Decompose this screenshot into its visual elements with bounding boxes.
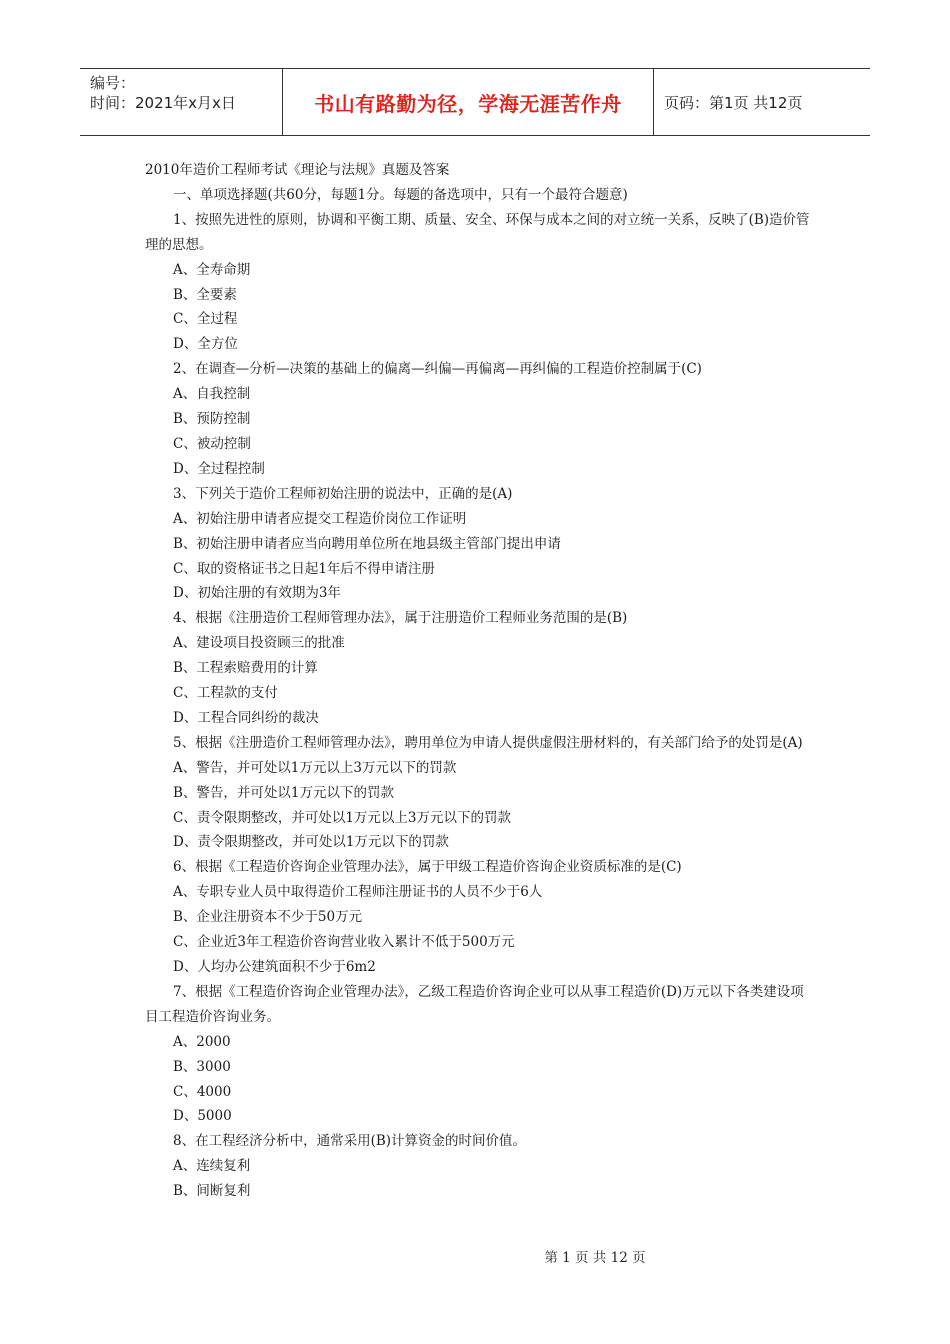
question-5 — [145, 731, 817, 856]
option: A、建设项目投资顾三的批准 — [173, 635, 345, 652]
option: A、自我控制 — [173, 386, 251, 403]
question-stem: 4、根据《注册造价工程师管理办法》，属于注册造价工程师业务范围的是(B) — [173, 610, 628, 627]
option: D、工程合同纠纷的裁决 — [173, 709, 319, 726]
question-stem: 8、在工程经济分析中，通常采用(B)计算资金的时间价值。 — [173, 1133, 527, 1150]
option: C、责令限期整改，并可处以1万元以上3万元以下的罚款 — [173, 809, 512, 826]
option: A、2000 — [173, 1033, 231, 1050]
question-stem: 6、根据《工程造价咨询企业管理办法》，属于甲级工程造价咨询企业资质标准的是(C) — [173, 859, 682, 876]
question-2 — [145, 357, 817, 482]
page-header — [80, 68, 870, 136]
question-stem: 2、在调查—分析—决策的基础上的偏离—纠偏—再偏离—再纠偏的工程造价控制属于(C) — [173, 361, 702, 378]
option: D、全过程控制 — [173, 460, 265, 477]
page-footer: 第 1 页 共 12 页 — [544, 1250, 646, 1266]
question-stem: 5、根据《注册造价工程师管理办法》，聘用单位为申请人提供虚假注册材料的，有关部门给予的处罚是(A) — [173, 734, 803, 751]
option: B、3000 — [173, 1058, 231, 1075]
option: A、初始注册申请者应提交工程造价岗位工作证明 — [173, 510, 467, 527]
option: D、责令限期整改，并可处以1万元以下的罚款 — [173, 834, 449, 851]
option: B、企业注册资本不少于50万元 — [173, 909, 363, 926]
question-3 — [145, 482, 817, 607]
option: B、预防控制 — [173, 411, 251, 428]
option: C、被动控制 — [173, 435, 251, 452]
question-stem: 1、按照先进性的原则，协调和平衡工期、质量、安全、环保与成本之间的对立统一关系，反映了(B)造价管理的思想。 — [145, 211, 810, 253]
header-meta — [80, 69, 282, 135]
document-body — [145, 158, 817, 1204]
question-4 — [145, 606, 817, 731]
option: C、工程款的支付 — [173, 685, 278, 702]
option: D、初始注册的有效期为3年 — [173, 585, 341, 602]
option: A、连续复利 — [173, 1158, 251, 1175]
question-6 — [145, 855, 817, 980]
option: C、企业近3年工程造价咨询营业收入累计不低于500万元 — [173, 934, 515, 951]
question-stem: 3、下列关于造价工程师初始注册的说法中，正确的是(A) — [173, 485, 513, 502]
question-8 — [145, 1129, 817, 1204]
header-motto: 书山有路勤为径，学海无涯苦作舟 — [282, 69, 654, 135]
option: A、全寿命期 — [173, 261, 251, 278]
option: B、警告，并可处以1万元以下的罚款 — [173, 784, 395, 801]
section-heading: 一、单项选择题(共60分，每题1分。每题的备选项中，只有一个最符合题意) — [173, 186, 628, 203]
question-stem: 7、根据《工程造价咨询企业管理办法》，乙级工程造价咨询企业可以从事工程造价(D)万元以下各类建设项目工程造价咨询业务。 — [145, 983, 804, 1025]
header-page-info: 页码：第1页 共12页 — [664, 93, 803, 112]
option: B、全要素 — [173, 286, 237, 303]
option: D、全方位 — [173, 336, 238, 353]
option: C、取的资格证书之日起1年后不得申请注册 — [173, 560, 435, 577]
option: A、专职专业人员中取得造价工程师注册证书的人员不少于6人 — [173, 884, 543, 901]
option: B、间断复利 — [173, 1183, 251, 1200]
doc-title: 2010年造价工程师考试《理论与法规》真题及答案 — [145, 162, 450, 178]
option: D、人均办公建筑面积不少于6m2 — [173, 959, 376, 975]
option: B、工程索赔费用的计算 — [173, 660, 318, 677]
option: C、全过程 — [173, 311, 238, 328]
time-label: 时间：2021年x月x日 — [90, 94, 236, 112]
question-1 — [145, 208, 817, 357]
code-label: 编号： — [90, 74, 136, 92]
option: B、初始注册申请者应当向聘用单位所在地县级主管部门提出申请 — [173, 535, 561, 552]
question-7 — [145, 980, 817, 1129]
option: D、5000 — [173, 1108, 232, 1125]
option: A、警告，并可处以1万元以上3万元以下的罚款 — [173, 759, 457, 776]
option: C、4000 — [173, 1083, 232, 1100]
